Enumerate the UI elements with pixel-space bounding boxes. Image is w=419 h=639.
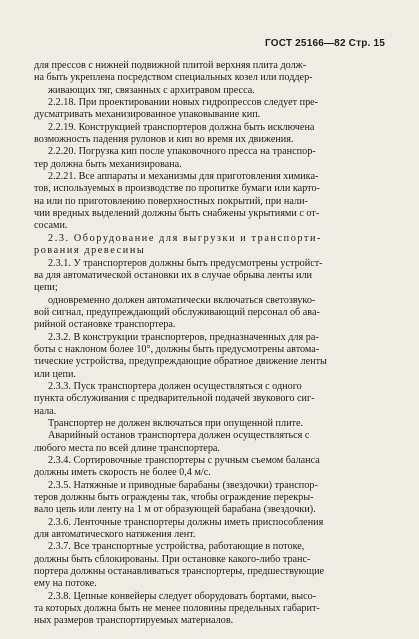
document-body	[34, 60, 386, 628]
text-line: 2.3.3. Пуск транспортера должен осуществляться с одного	[48, 380, 302, 392]
text-line: Транспортер не должен включаться при опущенной плите.	[48, 417, 304, 429]
text-line: 2.2.19. Конструкцией транспортеров должна быть исключена	[48, 121, 315, 133]
text-line: ных размеров транспортируемых материалов.	[34, 615, 234, 627]
text-line: на или по приготовлению поверхностных покрытий, при нали-	[34, 195, 308, 207]
text-line: 2.3.6. Ленточные транспортеры должны иметь приспособления	[48, 516, 324, 528]
text-line: ва для автоматической остановки их в случае обрыва ленты или	[34, 269, 313, 281]
text-line: любого места по всей длине транспортера.	[34, 442, 220, 454]
text-line: тов, используемых в производстве по пропитке бумаги или карто-	[34, 183, 320, 195]
text-line: 2.2.18. При проектировании новых гидропрессов следует пре-	[48, 97, 319, 109]
text-line: сосами.	[34, 220, 68, 232]
text-line: нала.	[34, 405, 57, 417]
text-line: Аварийный останов транспортера должен осуществляться с	[48, 430, 310, 442]
text-line: рийной остановке транспортера.	[34, 319, 176, 331]
text-line: тические устройства, предупреждающие обратное движение ленты	[34, 356, 327, 368]
text-line: возможность падения рулонов и кип во время их движения.	[34, 134, 294, 146]
paragraph	[34, 97, 386, 122]
text-line: должны иметь скорость не более 0,4 м/с.	[34, 467, 211, 479]
text-line: должны быть сблокированы. При остановке какого-либо транс-	[34, 553, 311, 565]
text-line: 2.3.1. У транспортеров должны быть предусмотрены устройст-	[48, 257, 323, 269]
page-header: ГОСТ 25166—82 Стр. 15	[265, 38, 385, 49]
text-line: 2.3. Оборудование для выгрузки и транспорти-	[48, 232, 323, 244]
paragraph	[34, 381, 386, 418]
text-line: 2.2.21. Все аппараты и механизмы для приготовления химика-	[48, 171, 319, 183]
text-line: 2.3.5. Натяжные и приводные барабаны (звездочки) транспор-	[48, 479, 318, 491]
text-line: та которых должна быть не менее половины предельных габарит-	[34, 603, 320, 615]
text-line: дусматривать механизированное упаковывание кип.	[34, 109, 261, 121]
text-line: ему на потоке.	[34, 578, 97, 590]
text-line: пункта обслуживания с предварительной подачей звукового сиг-	[34, 393, 315, 405]
paragraph	[34, 541, 386, 590]
paragraph	[34, 591, 386, 628]
text-line: 2.3.2. В конструкции транспортеров, предназначенных для ра-	[48, 331, 319, 343]
text-line: одновременно должен автоматически включаться светозвуко-	[48, 294, 316, 306]
text-line: вало цепь или ленту на 1 м от образующей барабана (звездочки).	[34, 504, 316, 516]
paragraph	[34, 60, 386, 97]
paragraph	[34, 258, 386, 295]
paragraph	[34, 295, 386, 332]
text-line: для прессов с нижней подвижной плитой верхняя плита долж-	[34, 60, 307, 71]
text-line: вой сигнал, предупреждающий обслуживающий персонал об ава-	[34, 306, 320, 318]
text-line: живающих тяг, связанных с архитравом пресса.	[48, 84, 255, 96]
paragraph	[34, 517, 386, 542]
text-line: 2.3.4. Сортировочные транспортеры с ручным съемом баланса	[48, 455, 320, 466]
paragraph	[34, 122, 386, 147]
text-line: на быть укреплена посредством специальных козел или поддер-	[34, 72, 313, 84]
paragraph	[34, 480, 386, 517]
text-line: 2.3.8. Цепные конвейеры следует оборудовать бортами, высо-	[48, 590, 317, 602]
text-line: портера должны останавливаться транспортеры, предшествующие	[34, 566, 325, 578]
text-line: боты с наклоном более 10°, должны быть предусмотрены автома-	[34, 343, 320, 355]
paragraph	[34, 171, 386, 233]
text-line: теров должны быть ограждены так, чтобы ограждение перекры-	[34, 492, 314, 504]
paragraph	[34, 418, 386, 430]
text-line: или цепи.	[34, 368, 76, 380]
paragraph	[34, 455, 386, 480]
text-line: 2.2.20. Погрузка кип после упаковочного пресса на транспор-	[48, 146, 316, 158]
text-line: для автоматического натяжения лент.	[34, 529, 196, 541]
text-line: рования древесины	[34, 245, 146, 257]
section-heading	[34, 233, 386, 258]
text-line: тер должна быть механизирована.	[34, 158, 182, 170]
text-line: цепи;	[34, 282, 58, 294]
text-line: 2.3.7. Все транспортные устройства, работающие в потоке,	[48, 541, 305, 553]
text-line: чии вредных выделений должны быть снабжены укрытиями с от-	[34, 208, 320, 220]
paragraph	[34, 146, 386, 171]
paragraph	[34, 430, 386, 455]
paragraph	[34, 332, 386, 381]
